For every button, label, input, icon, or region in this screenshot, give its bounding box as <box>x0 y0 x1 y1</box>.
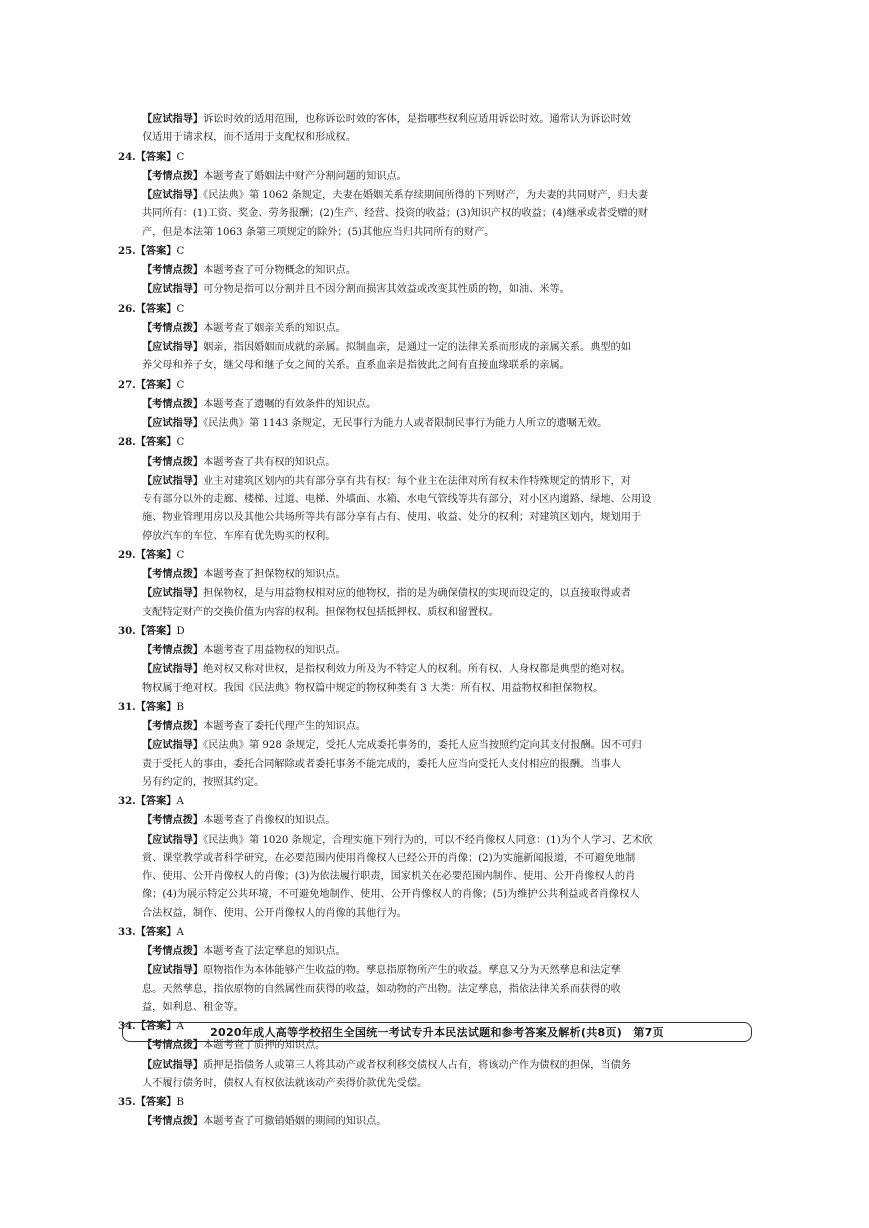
line-label: 【应试指导】 <box>142 833 204 846</box>
line-text: C <box>176 151 185 163</box>
annotation-line <box>118 736 758 755</box>
line-text: 可分物是指可以分割并且不因分割而损害其效益或改变其性质的物，如油、米等。 <box>203 284 570 296</box>
line-text: 产，但是本法第 1063 条第三项规定的除外；(5)其他应当归共同所有的财产。 <box>142 226 495 238</box>
annotation-line <box>118 811 758 830</box>
line-label: 28.【答案】 <box>118 436 177 449</box>
line-text: 物权属于绝对权。我国《民法典》物权篇中规定的物权种类有 3 大类：所有权、用益物权和担保物权。 <box>142 682 604 694</box>
line-text: C <box>176 245 185 257</box>
text-continuation <box>118 491 758 509</box>
annotation-line <box>118 338 758 357</box>
line-text: 《民法典》第 1020 条规定，合理实施下列行为的，可以不经肖像权人同意：(1)为个人学习、艺术欣 <box>203 834 653 846</box>
line-label: 【应试指导】 <box>142 341 204 353</box>
annotation-line <box>118 453 758 472</box>
line-label: 【考情点拨】 <box>142 321 204 334</box>
line-label: 33.【答案】 <box>118 925 177 938</box>
line-text: 业主对建筑区划内的共有部分享有共有权：每个业主在法律对所有权未作特殊规定的情形下，对 <box>203 475 631 487</box>
line-text: 共同所有：(1)工资、奖金、劳务报酬；(2)生产、经营、投资的收益；(3)知识产权的收益；(4)继承或者受赠的财 <box>142 208 648 220</box>
line-text: 另有约定的，按照其约定。 <box>142 776 265 788</box>
answer-line <box>118 622 758 641</box>
line-text: 赏、课堂教学或者科学研究，在必要范围内使用肖像权人已经公开的肖像；(2)为实施新闻报道，不可避免地制 <box>142 852 636 864</box>
line-text: 本题考查了共有权的知识点。 <box>203 456 336 468</box>
line-label: 【应试指导】 <box>142 964 204 977</box>
text-continuation <box>118 129 758 147</box>
line-label: 【考情点拨】 <box>142 945 204 957</box>
text-continuation <box>118 528 758 546</box>
line-label: 【考情点拨】 <box>142 1115 204 1128</box>
text-continuation <box>118 886 758 904</box>
footer-text: 2020年成人高等学校招生全国统一考试专升本民法试题和参考答案及解析(共8页) 第7页 <box>210 1026 664 1039</box>
line-text: 专有部分以外的走廊、楼梯、过道、电梯、外墙面、水箱、水电气管线等共有部分，对小区内道路、绿地、公用设 <box>142 494 652 505</box>
answer-line <box>118 376 758 395</box>
line-label: 31.【答案】 <box>118 700 177 713</box>
line-text: 本题考查了姻亲关系的知识点。 <box>203 322 346 334</box>
answer-line <box>118 242 758 261</box>
text-continuation <box>118 357 758 375</box>
annotation-line <box>118 1112 758 1131</box>
text-continuation <box>118 680 758 698</box>
line-label: 【考情点拨】 <box>142 169 204 182</box>
line-label: 【考情点拨】 <box>142 568 204 580</box>
line-label: 【应试指导】 <box>142 1058 204 1071</box>
text-continuation <box>118 756 758 774</box>
text-continuation <box>118 999 758 1017</box>
annotation-line <box>118 565 758 584</box>
answer-line <box>118 148 758 167</box>
text-continuation <box>118 905 758 923</box>
line-label: 35.【答案】 <box>118 1096 177 1108</box>
annotation-line <box>118 280 758 299</box>
text-continuation <box>118 604 758 622</box>
text-continuation <box>118 1075 758 1093</box>
line-label: 25.【答案】 <box>118 244 177 257</box>
line-text: 本题考查了可分物概念的知识点。 <box>203 265 356 276</box>
line-text: 本题考查了肖像权的知识点。 <box>203 815 336 827</box>
annotation-line <box>118 584 758 603</box>
line-text: 益，如利息、租金等。 <box>142 1001 244 1013</box>
line-text: 作、使用、公开肖像权人的肖像；(3)为依法履行职责，国家机关在必要范围内制作、使用、公开肖像权人的肖 <box>142 871 636 882</box>
text-continuation <box>118 205 758 223</box>
line-label: 【应试指导】 <box>142 474 204 487</box>
annotation-line <box>118 319 758 338</box>
line-label: 【应试指导】 <box>142 587 204 600</box>
text-continuation <box>118 509 758 527</box>
line-text: B <box>176 701 184 713</box>
page-footer <box>122 1022 752 1042</box>
line-text: 合法权益，制作、使用、公开肖像权人的肖像的其他行为。 <box>142 907 407 919</box>
line-text: 本题考查了可撤销婚姻的期间的知识点。 <box>203 1116 387 1128</box>
text-continuation <box>118 981 758 999</box>
answer-line <box>118 698 758 717</box>
answer-explanations <box>118 110 758 1132</box>
line-text: 停放汽车的车位、车库有优先购买的权利。 <box>142 530 336 542</box>
annotation-line <box>118 717 758 736</box>
line-text: C <box>176 379 185 391</box>
line-label: 【考情点拨】 <box>142 814 204 827</box>
line-text: 本题考查了用益物权的知识点。 <box>203 645 346 656</box>
line-label: 【应试指导】 <box>142 663 204 676</box>
line-text: 绝对权又称对世权，是指权利效力所及为不特定人的权利。所有权、人身权都是典型的绝对权。 <box>203 664 631 676</box>
annotation-line <box>118 831 758 850</box>
line-label: 【应试指导】 <box>142 739 204 752</box>
annotation-line <box>118 472 758 491</box>
line-text: 人不履行债务时，债权人有权依法就该动产卖得价款优先受偿。 <box>142 1077 428 1089</box>
line-text: 本题考查了婚姻法中财产分割问题的知识点。 <box>203 170 407 182</box>
line-label: 29.【答案】 <box>118 548 177 561</box>
line-text: 支配特定财产的交换价值为内容的权利。担保物权包括抵押权、质权和留置权。 <box>142 606 499 618</box>
annotation-line <box>118 414 758 433</box>
line-text: 本题考查了委托代理产生的知识点。 <box>203 721 367 732</box>
line-label: 【应试指导】 <box>142 417 204 429</box>
line-text: A <box>176 926 184 938</box>
annotation-line <box>118 942 758 961</box>
line-text: 本题考查了遗嘱的有效条件的知识点。 <box>203 398 377 410</box>
answer-line <box>118 792 758 811</box>
line-label: 【应试指导】 <box>142 113 204 125</box>
line-text: 本题考查了担保物权的知识点。 <box>203 569 346 580</box>
line-text: B <box>176 1097 184 1108</box>
text-continuation <box>118 224 758 242</box>
annotation-line <box>118 641 758 660</box>
annotation-line <box>118 167 758 186</box>
line-text: 诉讼时效的适用范围，也称诉讼时效的客体，是指哪些权利应适用诉讼时效。通常认为诉讼时效 <box>203 114 631 125</box>
line-label: 24.【答案】 <box>118 150 177 163</box>
answer-line <box>118 300 758 319</box>
line-text: A <box>176 1021 184 1032</box>
line-label: 【考情点拨】 <box>142 720 204 732</box>
line-label: 【应试指导】 <box>142 189 204 201</box>
line-text: A <box>176 796 184 807</box>
line-label: 30.【答案】 <box>118 624 177 637</box>
line-label: 【考情点拨】 <box>142 264 204 276</box>
line-text: 担保物权，是与用益物权相对应的他物权，指的是为确保债权的实现而设定的，以直接取得或者 <box>203 588 631 600</box>
line-text: C <box>176 437 185 449</box>
line-text: 养父母和养子女，继父母和继子女之间的关系。直系血亲是指彼此之间有直接血缘联系的亲属。 <box>142 360 570 372</box>
line-text: 《民法典》第 928 条规定，受托人完成委托事务的，委托人应当按照约定向其支付报酬。因不可归 <box>203 740 642 752</box>
line-text: 本题考查了法定孳息的知识点。 <box>203 946 346 957</box>
line-text: C <box>176 549 185 561</box>
annotation-line <box>118 186 758 205</box>
line-text: 原物指作为本体能够产生收益的物。孳息指原物所产生的收益。孳息又分为天然孳息和法定孳 <box>203 965 621 977</box>
line-text: 责于受托人的事由，委托合同解除或者委托事务不能完成的，委托人应当向受托人支付相应的报酬。当事人 <box>142 758 621 770</box>
text-continuation <box>118 774 758 792</box>
annotation-line <box>118 395 758 414</box>
line-text: D <box>176 625 185 637</box>
line-label: 【考情点拨】 <box>142 455 204 468</box>
text-continuation <box>118 868 758 886</box>
line-label: 34.【答案】 <box>118 1020 177 1032</box>
line-text: 质押是指债务人或第三人将其动产或者权利移交债权人占有，将该动产作为债权的担保，当债务 <box>203 1059 631 1071</box>
line-text: 《民法典》第 1143 条规定，无民事行为能力人或者限制民事行为能力人所立的遗嘱无效。 <box>203 418 608 429</box>
line-label: 【考情点拨】 <box>142 397 204 410</box>
line-text: C <box>176 303 185 315</box>
annotation-line <box>118 110 758 129</box>
line-label: 【考情点拨】 <box>142 1039 204 1052</box>
text-continuation <box>118 850 758 868</box>
line-text: 像；(4)为展示特定公共环境，不可避免地制作、使用、公开肖像权人的肖像；(5)为维护公共利益或者肖像权人 <box>142 889 640 901</box>
line-text: 施、物业管理用房以及其他公共场所等共有部分享有占有、使用、收益、处分的权利；对建筑区划内，规划用于 <box>142 512 642 524</box>
answer-line <box>118 433 758 452</box>
line-label: 【应试指导】 <box>142 283 204 296</box>
annotation-line <box>118 261 758 280</box>
annotation-line <box>118 961 758 980</box>
line-label: 27.【答案】 <box>118 378 177 391</box>
line-text: 姻亲，指因婚姻而成就的亲属。拟制血亲，是通过一定的法律关系而形成的亲属关系。典型的如 <box>203 342 631 353</box>
annotation-line <box>118 660 758 679</box>
answer-line <box>118 923 758 942</box>
annotation-line <box>118 1056 758 1075</box>
line-text: 《民法典》第 1062 条规定，夫妻在婚姻关系存续期间所得的下列财产，为夫妻的共同财产，归夫妻 <box>203 190 649 201</box>
line-label: 【考情点拨】 <box>142 644 204 656</box>
line-text: 息。天然孳息，指依原物的自然属性而获得的收益，如动物的产出物。法定孳息，指依法律关系而获得的收 <box>142 983 621 995</box>
answer-line <box>118 1093 758 1112</box>
line-label: 32.【答案】 <box>118 795 177 807</box>
line-text: 仅适用于请求权，而不适用于支配权和形成权。 <box>142 132 356 144</box>
line-text: 本题考查了质押的知识点。 <box>203 1040 326 1052</box>
line-label: 26.【答案】 <box>118 302 177 315</box>
answer-line <box>118 546 758 565</box>
